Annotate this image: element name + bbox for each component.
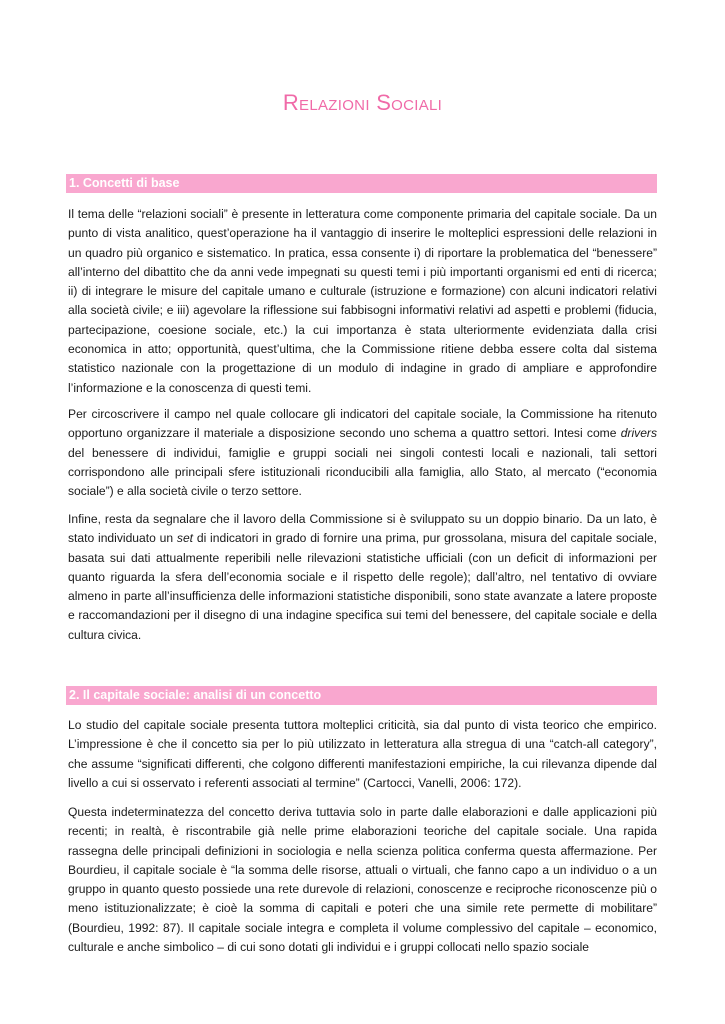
section-heading-1: 1. Concetti di base (66, 174, 657, 193)
paragraph-4: Lo studio del capitale sociale presenta tuttora molteplici criticità, sia dal punto di vista teorico che empirico. L’impressione è che il concetto sia per lo più utilizzato in letteratura alla stregua di una “catch-all category”, che assume “significati differenti, che colgono differenti manifestazioni empiriche, la cui rilevanza dipende dal livello a cui si osservato i referenti associati al termine” (Cartocci, Vanelli, 2006: 172). (68, 718, 657, 790)
paragraph-2-text-b: del benessere di individui, famiglie e gruppi sociali nei singoli contesti locali e nazionali, tali settori corrispondono alle principali sfere istituzionali riconducibili alla famiglia, allo Stato, al mercato (“economia sociale”) e alla società civile o terzo settore. (68, 445, 657, 499)
paragraph-2 (68, 405, 657, 501)
paragraph-5: Questa indeterminatezza del concetto deriva tuttavia solo in parte dalle elaborazioni e dalle applicazioni più recenti; in realtà, è riscontrabile già nelle prime elaborazioni teoriche del capitale sociale. Una rapida rassegna delle principali definizioni in sociologia e nella scienza politica conferma questa affermazione. Per Bourdieu, il capitale sociale è “la somma delle risorse, attuali o virtuali, che fanno capo a un individuo o a un gruppo in quanto questo possiede una rete durevole di relazioni, conoscenze e reciproche riconoscenze più o meno istituzionalizzate; è cioè la somma di capitali e poteri che una simile rete permette di mobilitare” (Bourdieu, 1992: 87). Il capitale sociale integra e completa il volume complessivo del capitale – economico, culturale e anche simbolico – di cui sono dotati gli individui e i gruppi collocati nello spazio sociale (68, 805, 657, 955)
paragraph-3-emphasis: set (176, 531, 194, 546)
paragraph-2-emphasis: drivers (620, 426, 657, 441)
paragraph-3 (68, 510, 657, 645)
page-title: Relazioni Sociali (282, 90, 443, 115)
paragraph-3-text-b: di indicatori in grado di fornire una prima, pur grossolana, misura del capitale sociale, basata sui dati attualmente reperibili nelle rilevazioni statistiche ufficiali (con un deficit di informazioni per quanto riguarda la sfera dell’economia sociale e il rispetto delle regole); dall’altro, nel tentativo di ovviare almeno in parte all’insufficienza delle informazioni statistiche disponibili, sono state avanzate a latere proposte e raccomandazioni per il disegno di una indagine specifica sui temi del benessere, del capitale sociale e della cultura civica. (68, 531, 657, 642)
paragraph-3-text-a: Infine, resta da segnalare che il lavoro della Commissione si è sviluppato su un doppio binario. Da un lato, è stato individuato un (68, 512, 657, 546)
paragraph-1: Il tema delle “relazioni sociali” è presente in letteratura come componente primaria del capitale sociale. Da un punto di vista analitico, quest’operazione ha il vantaggio di inserire le molteplici espressioni delle relazioni in un quadro più organico e sistematico. In pratica, essa consente i) di riportare la problematica del “benessere” all’interno del dibattito che da anni vede impegnati su questi temi i più importanti organismi ed enti di ricerca; ii) di integrare le misure del capitale umano e culturale (istruzione e formazione) con alcuni indicatori relativi alla società civile; e iii) agevolare la riflessione sui fabbisogni informativi relativi ad aspetti e problemi (fiducia, partecipazione, coesione sociale, etc.) la cui importanza è stata ulteriormente evidenziata dalla crisi economica in atto; opportunità, quest’ultima, che la Commissione ritiene debba essere colta dal sistema statistico nazionale con la progettazione di un modulo di indagine in grado di ampliare e approfondire l’informazione e la conoscenza di questi temi. (68, 207, 657, 395)
paragraph-2-text-a: Per circoscrivere il campo nel quale collocare gli indicatori del capitale sociale, la Commissione ha ritenuto opportuno organizzare il materiale a disposizione secondo uno schema a quattro settori. Intesi come (68, 407, 657, 441)
section-heading-2: 2. Il capitale sociale: analisi di un concetto (66, 686, 657, 705)
